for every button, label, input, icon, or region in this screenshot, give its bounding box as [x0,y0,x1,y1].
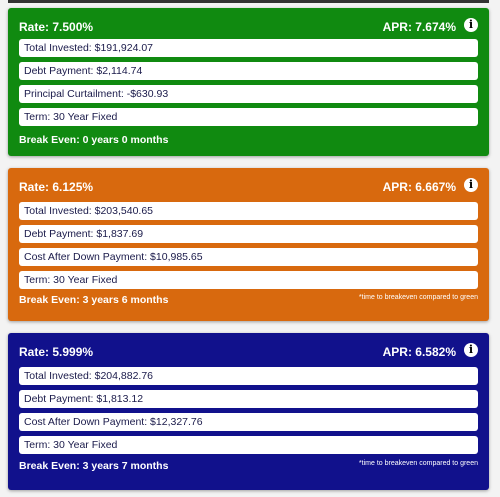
card-rows [19,202,478,294]
total-invested-field: Total Invested: $204,882.76 [19,367,478,385]
debt-payment-field: Debt Payment: $1,837.69 [19,225,478,243]
rate-label: Rate: 6.125% [19,180,94,194]
break-even-label: Break Even: 3 years 7 months [19,460,169,472]
total-invested-field: Total Invested: $191,924.07 [19,39,478,57]
rate-label: Rate: 7.500% [19,20,94,34]
break-even-label: Break Even: 0 years 0 months [19,134,169,146]
debt-payment-field: Debt Payment: $2,114.74 [19,62,478,80]
top-scroll-edge [8,0,489,3]
loan-card-orange [8,168,489,321]
info-icon[interactable]: i [464,343,478,357]
debt-payment-field: Debt Payment: $1,813.12 [19,390,478,408]
break-even-label: Break Even: 3 years 6 months [19,294,169,306]
breakeven-note: *time to breakeven compared to green [358,294,478,301]
total-invested-field: Total Invested: $203,540.65 [19,202,478,220]
loan-card-blue [8,333,489,490]
card-footer [19,460,478,472]
card-header [19,180,478,196]
breakeven-note: *time to breakeven compared to green [358,460,478,467]
apr-label: APR: 7.674% [382,20,456,34]
term-field: Term: 30 Year Fixed [19,108,478,126]
principal-curtailment-field: Principal Curtailment: -$630.93 [19,85,478,103]
card-rows [19,39,478,131]
info-icon[interactable]: i [464,178,478,192]
info-icon[interactable]: i [464,18,478,32]
loan-card-green [8,8,489,156]
card-header [19,20,478,36]
card-footer [19,294,478,306]
apr-label: APR: 6.667% [382,180,456,194]
card-footer [19,134,478,146]
term-field: Term: 30 Year Fixed [19,271,478,289]
term-field: Term: 30 Year Fixed [19,436,478,454]
cost-after-down-payment-field: Cost After Down Payment: $10,985.65 [19,248,478,266]
card-rows [19,367,478,459]
card-header [19,345,478,361]
rate-label: Rate: 5.999% [19,345,94,359]
apr-label: APR: 6.582% [382,345,456,359]
cost-after-down-payment-field: Cost After Down Payment: $12,327.76 [19,413,478,431]
